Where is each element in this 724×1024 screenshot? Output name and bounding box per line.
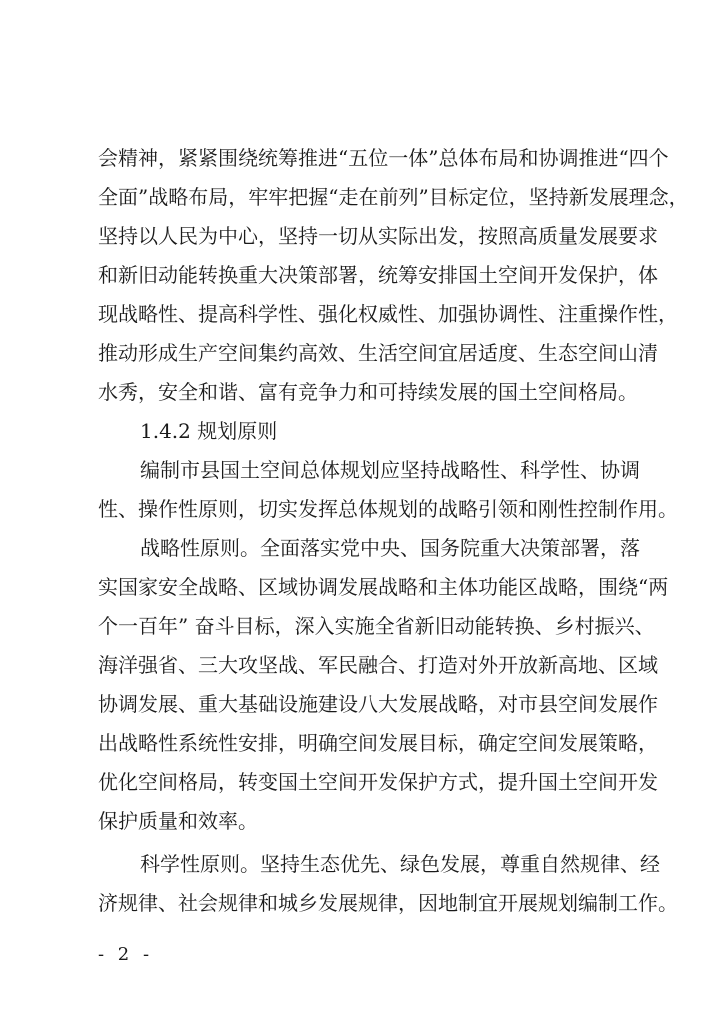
paragraph-line: 推动形成生产空间集约高效、生活空间宜居适度、生态空间山清 — [98, 341, 658, 365]
page-number: - 2 - — [98, 944, 154, 965]
paragraph-line: 水秀，安全和谐、富有竞争力和可持续发展的国土空间格局。 — [98, 380, 638, 404]
section-heading: 1.4.2 规划原则 — [140, 419, 278, 443]
paragraph-line: 坚持以人民为中心，坚持一切从实际出发，按照高质量发展要求 — [98, 224, 658, 248]
paragraph-line: 海洋强省、三大攻坚战、军民融合、打造对外开放新高地、区域 — [98, 653, 658, 677]
paragraph-line: 现战略性、提高科学性、强化权威性、加强协调性、注重操作性， — [98, 302, 678, 326]
paragraph-line: 编制市县国土空间总体规划应坚持战略性、科学性、协调 — [140, 458, 640, 482]
paragraph-line: 科学性原则。坚持生态优先、绿色发展，尊重自然规律、经 — [140, 852, 660, 876]
paragraph-line: 实国家安全战略、区域协调发展战略和主体功能区战略，围绕“两 — [98, 575, 669, 599]
paragraph-line: 协调发展、重大基础设施建设八大发展战略，对市县空间发展作 — [98, 692, 658, 716]
paragraph-line: 性、操作性原则，切实发挥总体规划的战略引领和刚性控制作用。 — [98, 497, 678, 521]
paragraph-line: 保护质量和效率。 — [98, 809, 258, 833]
paragraph-line: 优化空间格局，转变国土空间开发保护方式，提升国土空间开发 — [98, 770, 658, 794]
paragraph-line: 出战略性系统性安排，明确空间发展目标，确定空间发展策略， — [98, 731, 658, 755]
paragraph-line: 和新旧动能转换重大决策部署，统筹安排国土空间开发保护，体 — [98, 263, 658, 287]
paragraph-line: 战略性原则。全面落实党中央、国务院重大决策部署，落 — [140, 536, 640, 560]
paragraph-line: 济规律、社会规律和城乡发展规律，因地制宜开展规划编制工作。 — [98, 891, 678, 915]
paragraph-line: 个一百年” 奋斗目标，深入实施全省新旧动能转换、乡村振兴、 — [98, 614, 655, 638]
paragraph-line: 会精神，紧紧围绕统筹推进“五位一体”总体布局和协调推进“四个 — [98, 146, 669, 170]
paragraph-line: 全面”战略布局，牢牢把握“走在前列”目标定位，坚持新发展理念， — [98, 185, 689, 209]
